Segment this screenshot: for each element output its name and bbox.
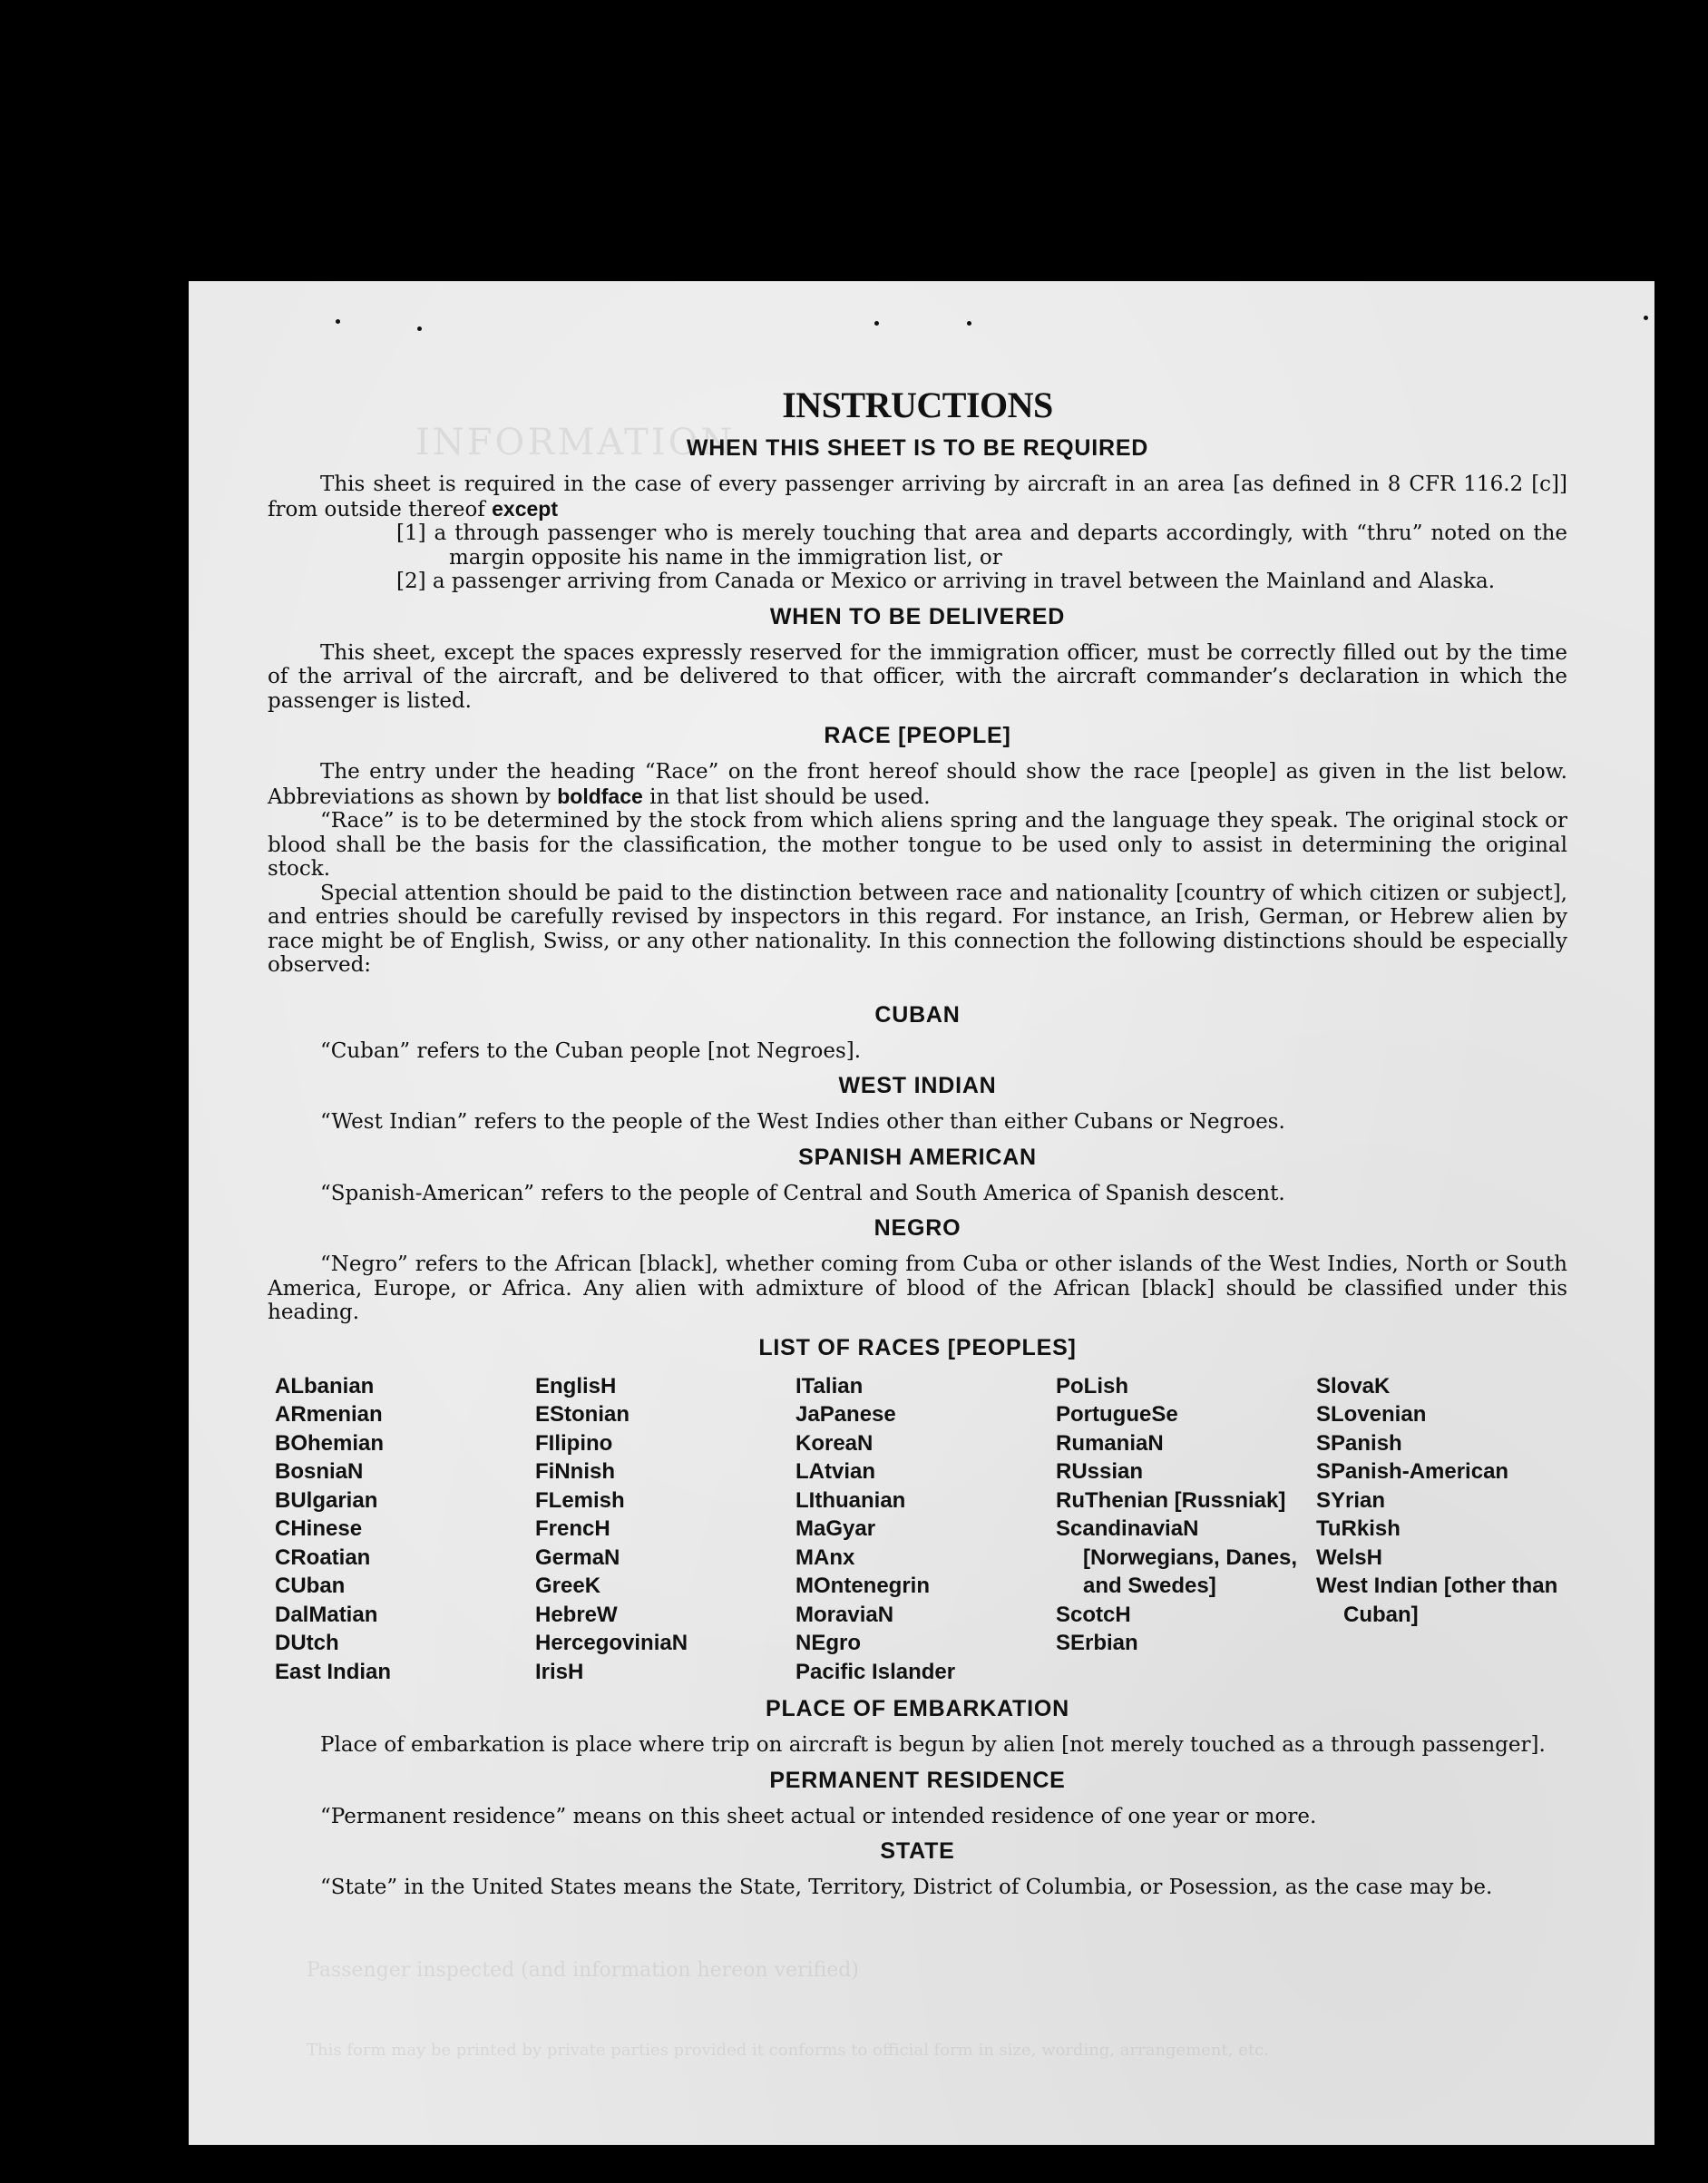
race-entry: ScotcH bbox=[1056, 1602, 1131, 1627]
race-entry: ScandinaviaN [Norwegians, Danes, and Swedes] bbox=[1056, 1516, 1298, 1598]
races-column bbox=[1316, 1372, 1576, 1687]
race-entry: BosniaN bbox=[275, 1459, 364, 1484]
race-entry: GermaN bbox=[535, 1545, 620, 1570]
punch-hole-mark bbox=[967, 321, 971, 326]
race-entry: SPanish-American bbox=[1316, 1459, 1509, 1484]
race-entry: MAnx bbox=[795, 1545, 855, 1570]
races-column bbox=[1056, 1372, 1316, 1687]
race-entry: JaPanese bbox=[795, 1402, 896, 1427]
race-entry: BOhemian bbox=[275, 1430, 385, 1456]
race-p1-text-end: in that list should be used. bbox=[649, 785, 931, 809]
heading-list-of-races: LIST OF RACES [PEOPLES] bbox=[758, 1334, 1077, 1360]
state-text: “State” in the United States means the State, Territory, District of Columbia, or Posession, as the case may be. bbox=[320, 1876, 1493, 1899]
punch-hole-mark bbox=[1644, 316, 1648, 320]
race-entry: EStonian bbox=[535, 1402, 630, 1427]
heading-permanent-residence: PERMANENT RESIDENCE bbox=[769, 1767, 1066, 1793]
document-page bbox=[189, 281, 1654, 2145]
race-entry: WelsH bbox=[1316, 1545, 1382, 1570]
race-entry: SErbian bbox=[1056, 1631, 1138, 1655]
heading-place-of-embarkation: PLACE OF EMBARKATION bbox=[766, 1696, 1069, 1721]
race-entry: Pacific Islander bbox=[795, 1659, 956, 1684]
race-entry: RUssian bbox=[1056, 1459, 1144, 1484]
bleed-through-footer: Passenger inspected (and information hereon verified) bbox=[307, 1959, 859, 1982]
race-paragraph-2: “Race” is to be determined by the stock from which aliens spring and the language they speak. The original stock or blood shall be the basis for the classification, the mother tongue to be used only to assist in determining the original stock. bbox=[268, 809, 1567, 881]
race-entry: IrisH bbox=[535, 1659, 584, 1684]
race-paragraph-1 bbox=[268, 760, 1567, 809]
race-entry: NEgro bbox=[795, 1631, 861, 1655]
race-entry: LIthuanian bbox=[795, 1487, 906, 1513]
race-entry: West Indian [other than Cuban] bbox=[1316, 1574, 1558, 1627]
heading-race: RACE [PEOPLE] bbox=[824, 723, 1011, 748]
race-entry: SYrian bbox=[1316, 1487, 1386, 1513]
race-entry: SLovenian bbox=[1316, 1402, 1427, 1427]
race-entry: TuRkish bbox=[1316, 1516, 1401, 1541]
when-required-item-1: [1] a through passenger who is merely touching that area and departs accordingly, with “thru” noted on the margin opposite his name in the immigration list, or bbox=[396, 521, 1567, 570]
race-entry: CRoatian bbox=[275, 1545, 371, 1570]
punch-hole-mark bbox=[336, 319, 340, 324]
races-column bbox=[535, 1372, 795, 1687]
race-paragraph-3: Special attention should be paid to the distinction between race and nationality [country of which citizen or subject], and entries should be carefully revised by inspectors in this regard. For instance, an Irish, German, or Hebrew alien by race might be of English, Swiss, or any other nationality. In this connection the following distinctions should be especially observed: bbox=[268, 881, 1567, 977]
race-entry: FIlipino bbox=[535, 1430, 613, 1456]
race-p1-text: The entry under the heading “Race” on the front hereof should show the race [people] as given in the list below. Abbreviations as shown by bbox=[268, 760, 1567, 809]
race-entry: DUtch bbox=[275, 1631, 339, 1655]
race-entry: HercegovinіaN bbox=[535, 1631, 688, 1655]
instructions-content bbox=[268, 385, 1567, 1900]
race-entry: FiNnish bbox=[535, 1459, 615, 1484]
race-entry: DalMatian bbox=[275, 1602, 378, 1627]
when-required-item-2: [2] a passenger arriving from Canada or Mexico or arriving in travel between the Mainland and Alaska. bbox=[396, 570, 1496, 593]
heading-cuban: CUBAN bbox=[874, 1001, 961, 1028]
heading-when-required: WHEN THIS SHEET IS TO BE REQUIRED bbox=[686, 435, 1149, 461]
race-entry: PortugueSe bbox=[1056, 1402, 1178, 1427]
race-entry: CUban bbox=[275, 1574, 346, 1598]
race-entry: SPanish bbox=[1316, 1430, 1402, 1456]
race-entry: ITalian bbox=[795, 1373, 864, 1398]
permanent-residence-text: “Permanent residence” means on this sheet actual or intended residence of one year or more. bbox=[320, 1804, 1317, 1828]
race-entry: ALbanian bbox=[275, 1373, 375, 1398]
race-entry: RumaniaN bbox=[1056, 1430, 1164, 1456]
race-entry: RuThenian [Russniak] bbox=[1056, 1487, 1286, 1513]
race-entry: MoraviaN bbox=[795, 1602, 894, 1627]
heading-when-delivered: WHEN TO BE DELIVERED bbox=[769, 603, 1066, 629]
race-entry: FLemish bbox=[535, 1487, 625, 1513]
spanish-american-text: “Spanish-American” refers to the people of Central and South America of Spanish descent. bbox=[320, 1181, 1285, 1205]
race-entry: GreeK bbox=[535, 1574, 601, 1598]
place-of-embarkation-text: Place of embarkation is place where trip on aircraft is begun by alien [not merely touched as a through passenger]. bbox=[320, 1733, 1546, 1757]
heading-negro: NEGRO bbox=[874, 1215, 961, 1241]
heading-spanish-american: SPANISH AMERICAN bbox=[798, 1144, 1037, 1170]
bleed-through-header: INFORMATION bbox=[415, 422, 736, 463]
cuban-text: “Cuban” refers to the Cuban people [not Negroes]. bbox=[320, 1038, 862, 1063]
race-entry: KoreaN bbox=[795, 1430, 874, 1456]
race-entry: FrencH bbox=[535, 1516, 610, 1541]
race-entry: MOntenegrin bbox=[795, 1574, 930, 1598]
races-list bbox=[275, 1372, 1567, 1687]
race-entry: MaGyar bbox=[795, 1516, 876, 1541]
race-entry: EnglisH bbox=[535, 1373, 617, 1398]
when-required-intro: This sheet is required in the case of every passenger arriving by aircraft in an area [as defined in 8 CFR 116.2 [c]] from outside thereof bbox=[268, 473, 1567, 521]
race-entry: SlovaK bbox=[1316, 1373, 1391, 1398]
race-entry: LAtvian bbox=[795, 1459, 876, 1484]
when-required-text bbox=[268, 473, 1567, 521]
races-column bbox=[795, 1372, 1056, 1687]
page-title: INSTRUCTIONS bbox=[782, 385, 1053, 425]
when-delivered-text: This sheet, except the spaces expressly reserved for the immigration officer, must be correctly filled out by the time of the arrival of the aircraft, and be delivered to that officer, with the aircraft commander’s declaration in which the passenger is listed. bbox=[268, 640, 1567, 713]
negro-text: “Negro” refers to the African [black], whether coming from Cuba or other islands of the West Indies, North or South America, Europe, or Africa. Any alien with admixture of blood of the African [black] should be classified under this heading. bbox=[268, 1252, 1567, 1324]
race-entry: HebreW bbox=[535, 1602, 618, 1627]
race-entry: CHinese bbox=[275, 1516, 363, 1541]
race-entry: BUlgarian bbox=[275, 1487, 378, 1513]
west-indian-text: “West Indian” refers to the people of the West Indies other than either Cubans or Negroes. bbox=[320, 1110, 1285, 1134]
race-p1-boldface: boldface bbox=[557, 784, 643, 808]
bleed-through-footer-note: This form may be printed by private parties provided it conforms to official form in size, wording, arrangement, etc. bbox=[307, 2041, 1269, 2060]
when-required-except: except bbox=[492, 496, 559, 521]
races-column bbox=[275, 1372, 535, 1687]
race-entry: ARmenian bbox=[275, 1402, 383, 1427]
punch-hole-mark bbox=[874, 321, 879, 326]
heading-state: STATE bbox=[880, 1838, 955, 1864]
punch-hole-mark bbox=[417, 326, 422, 331]
race-entry: PoLish bbox=[1056, 1373, 1129, 1398]
heading-west-indian: WEST INDIAN bbox=[838, 1073, 997, 1098]
race-entry: East Indian bbox=[275, 1659, 392, 1684]
